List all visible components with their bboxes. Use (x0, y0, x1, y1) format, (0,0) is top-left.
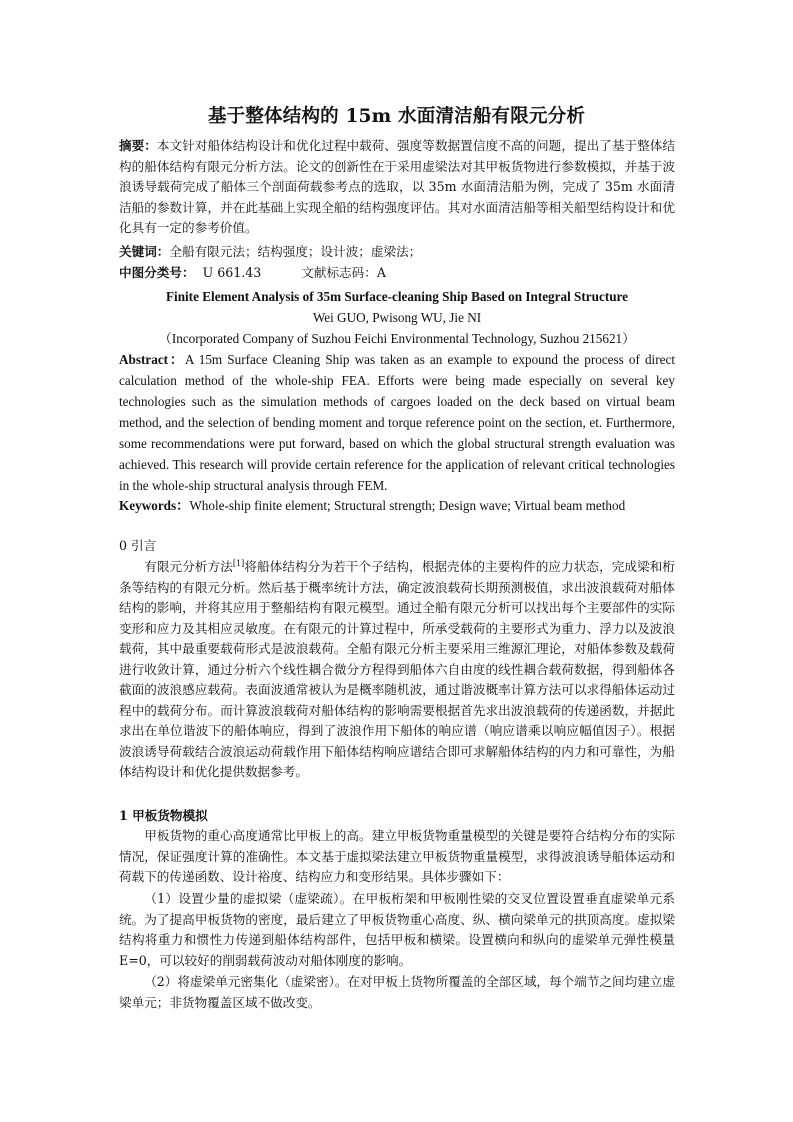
section1-para2: （1）设置少量的虚拟梁（虚梁疏）。在甲板桁架和甲板刚性梁的交叉位置设置垂直虚梁单元系统。为了提高甲板货物的密度，最后建立了甲板货物重心高度、纵、横向梁单元的拱顶高度。虚拟梁结构将重力和惯性力传递到船体结构部件，包括甲板和横梁。设置横向和纵向的虚梁单元弹性模量 E=0，可以较好的削弱载荷波动对船体刚度的影响。 (119, 891, 675, 968)
abstract-en (119, 349, 675, 496)
section0-text-a: 有限元分析方法 (144, 559, 233, 574)
keywords-en-text: Whole-ship finite element; Structural strength; Design wave; Virtual beam method (189, 498, 626, 513)
english-authors: Wei GUO, Pwisong WU, Jie NI (312, 310, 482, 325)
section0-text-b: 将船体结构分为若干个子结构，根据壳体的主要构件的应力状态，完成梁和桁条等结构的有限元分析。然后基于概率统计方法，确定波浪载荷长期预测极值，求出波浪载荷对船体结构的影响，并将其应用于整船结构有限元模型。通过全船有限元分析可以找出每个主要部件的实际变形和应力及其相应灵敏度。在有限元的计算过程中，所承受载荷的主要形式为重力、浮力以及波浪载荷，其中最重要载荷形式是波浪载荷。全船有限元分析主要采用三维源汇理论，对船体参数及载荷进行收敛计算，通过分析六个线性耦合微分方程得到船体六自由度的线性耦合载荷数据，得到船体各截面的波浪感应载荷。表面波通常被认为是概率随机波，通过谐波概率计算方法可以求得船体运动过程中的载荷分布。而计算波浪载荷对船体结构的影响需要根据首先求出波浪载荷的传递函数，并据此求出在单位谐波下的船体响应，得到了波浪作用下船体的响应谱（响应谱乘以响应幅值因子）。根据波浪诱导荷载结合波浪运动荷载作用下船体结构响应谱结合即可求解船体结构的内力和可靠性，为船体结构设计和优化提供数据参考。 (119, 559, 676, 779)
section0-heading: 0 引言 (119, 538, 157, 553)
section1-para1: 甲板货物的重心高度通常比甲板上的高。建立甲板货物重量模型的关键是要符合结构分布的实际情况，保证强度计算的准确性。本文基于虚拟梁法建立甲板货物重量模型，求得波浪诱导船体运动和荷载下的传递函数、设计裕度、结构应力和变形结果。具体步骤如下： (119, 828, 675, 884)
classification-code: U 661.43 (202, 265, 262, 280)
paper-title: 基于整体结构的 15m 水面清洁船有限元分析 (207, 106, 586, 127)
abstract-en-label: Abstract： (119, 352, 185, 367)
keywords-en (119, 495, 675, 516)
doc-code-label: 文献标志码： (301, 265, 377, 280)
english-title: Finite Element Analysis of 35m Surface-cleaning Ship Based on Integral Structure (165, 289, 629, 304)
doc-code: A (376, 265, 386, 280)
abstract-zh (119, 136, 675, 239)
english-affiliation: （Incorporated Company of Suzhou Feichi Environmental Technology, Suzhou 215621） (158, 331, 636, 346)
abstract-en-text: A 15m Surface Cleaning Ship was taken as an example to expound the process of direct calculation method of the whole-ship FEA. Efforts were being made especially on several key technologies such as the simulation methods of cargoes loaded on the deck based on virtual beam method, and the selection of bending moment and torque reference point on the section, et. Furthermore, some recommendations were put forward, based on which the global structural strength evaluation was achieved. This research will provide certain reference for the application of relevant critical technologies in the whole-ship structural analysis through FEM. (119, 352, 675, 493)
keywords-zh-label: 关键词： (119, 244, 170, 259)
keywords-zh-text: 全船有限元法；结构强度；设计波；虚梁法； (169, 244, 422, 259)
section1-para3: （2）将虚梁单元密集化（虚梁密）。在对甲板上货物所覆盖的全部区域，每个端节之间均建立虚梁单元；非货物覆盖区域不做改变。 (119, 974, 675, 1010)
section0-body (119, 557, 675, 783)
classification (119, 263, 675, 284)
abstract-zh-text: 本文针对船体结构设计和优化过程中载荷、强度等数据置信度不高的问题，提出了基于整体结构的船体结构有限元分析方法。论文的创新性在于采用虚梁法对其甲板货物进行参数模拟，并基于波浪诱导载荷完成了船体三个剖面荷载参考点的选取，以 35m 水面清洁船为例，完成了 35m 水面清洁船的参数计算，并在此基础上实现全船的结构强度评估。其对水面清洁船等相关船型结构设计和优化具有一定的参考价值。 (119, 138, 676, 235)
keywords-zh (119, 242, 675, 263)
classification-label: 中图分类号： (119, 265, 195, 280)
section1-heading: 1 甲板货物模拟 (119, 808, 208, 823)
citation-ref: [1] (232, 558, 245, 568)
keywords-en-label: Keywords： (119, 498, 190, 513)
abstract-zh-label: 摘要： (119, 138, 157, 153)
